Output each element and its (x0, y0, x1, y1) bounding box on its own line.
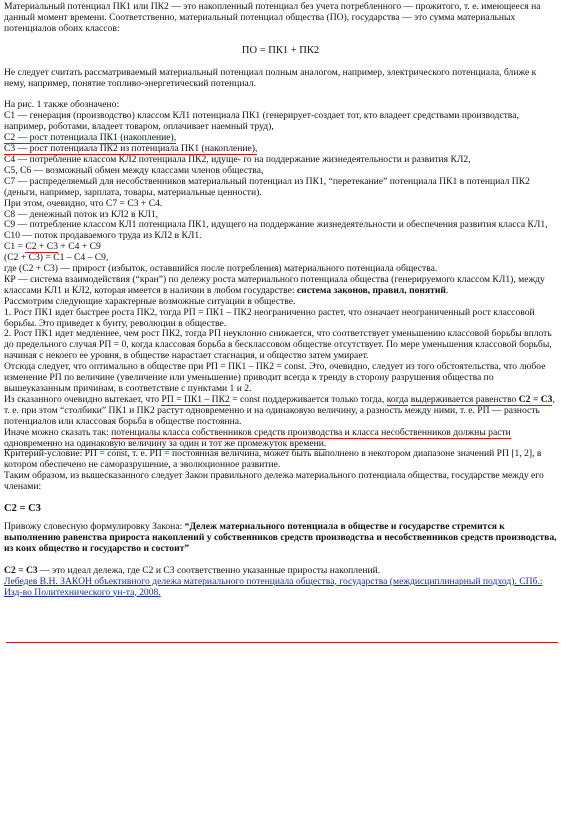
red-divider-line (6, 642, 558, 643)
equality-statement-b: = const поддерживается только тогда, (229, 393, 387, 405)
situations-intro: Рассмотрим следующие характерные возможные ситуации в обществе. (4, 295, 296, 307)
legend-c7-equation: При этом, очевидно, что С7 = С3 + С4. (4, 197, 163, 209)
equality-statement-c: , т. е. при этом “столбики” ПК1 и ПК2 растут одновременно и на одинаковую величину, а разность между ними, т. е. РП — разность потенциалов или классовая борьба в обществе постоянна. (4, 393, 555, 427)
legend-c10: С10 — поток продаваемого труда из КЛ2 в КЛ1. (4, 230, 202, 242)
situation-1: 1. Рост ПК1 идет быстрее роста ПК2, тогда РП = ПК1 – ПК2 неограниченно растет, что означает неограниченный рост классовой борьбы. Это приведет к бунту, революции в обществе. (4, 306, 535, 329)
law-final-bold: С2 = С3 (4, 564, 38, 576)
kr-definition-bold: система законов, правил, понятий (296, 284, 446, 296)
alternative-statement-a: Иначе можно сказать так: (4, 426, 112, 438)
equality-statement-ul2: когда (386, 393, 409, 405)
equality-statement-ul3: выдерживается равенство (410, 393, 519, 405)
equality-statement (4, 395, 557, 428)
alternative-statement-underlined: потенциалы класса собственников средств производства и класса несобственников должны расти одновременно на одинаковую величину за один и тот же промежуток времени. (4, 426, 511, 449)
kr-definition-text: КР — система взаимодействия (“кран”) по дележу роста материального потенциала общества (генерируемого классом КЛ1), между классами КЛ1 и КЛ2, которая имеется в наличии в любом государстве: (4, 273, 545, 296)
law-lead-in: Таким образом, из вышесказанного следует Закон правильного дележа материального потенциала общества, государстве между его членами: (4, 470, 544, 493)
criterion-condition: Критерий-условие: РП = const, т. е. РП = постоянная величина, может быть выполнено в некотором диапазоне значений РП [1, 2], в котором обеспечено не саморазрушение, а эволюционное развитие. (4, 448, 542, 471)
legend-c4: С4 — потребление классом КЛ2 потенциала ПК2, идуще- го на поддержание жизнедеятельности и развития КЛ2, (4, 153, 471, 165)
law-final-rest: — это идеал дележа, где С2 и С3 соответственно указанные приросты накоплений. (37, 564, 381, 576)
increment-definition: где (С2 + С3) — прирост (избыток, оставшийся после потребления) материального потенциала общества. (4, 263, 438, 275)
situation-2: 2. Рост ПК1 идет медленнее, чем рост ПК2, тогда РП неуклонно снижается, что соответствует уменьшению классовой борьбы вплоть до предельного случая РП = 0, когда классовая борьба в бесклассовом обществе отсутствует. По мере уменьшения классовой борьбы, начиная с некоего ее уровня, в обществе нарастает стагнация, и общество затем умирает. (4, 328, 552, 362)
legend-c5-c6: С5, С6 — возможный обмен между классами членов общества, (4, 164, 264, 176)
equation-c1-suffix: + С4 + С9 (58, 241, 101, 253)
legend-c1: С1 — генерация (производство) классом КЛ1 потенциала ПК1 (генерирует-создает тот, кто владеет средствами производства, например, роботами, владеет товаром, оплачивает наемный труд), (4, 110, 519, 133)
kr-definition (4, 275, 557, 297)
equation-c2-c3: (С2 + С3) = С1 – С4 – С9, (4, 252, 109, 264)
legend-c9: С9 — потребление классом КЛ1 потенциала ПК1, идущего на поддержание жизнедеятельности и обеспечения развития класса КЛ1, (4, 219, 548, 231)
reference-link[interactable]: Лебедев В.Н. ЗАКОН объективного дележа материального потенциала общества, государства (междисциплинарный подход). СПб.: Изд-во Политехнического ун-та, 2008. (4, 575, 543, 598)
legend-c8: С8 — денежный поток из КЛ2 в КЛ1, (4, 208, 159, 220)
legend-c2-underlined: С2 — рост потенциала ПК1 (накопление), (4, 132, 177, 144)
equality-statement-a: Из сказанного очевидно вытекает, что (4, 393, 162, 405)
legend-c3-underlined: С3 — рост потенциала ПК2 из потенциала ПК1 (накопление), (4, 143, 258, 155)
intro-paragraph-1: Материальный потенциал ПК1 или ПК2 — это накопленный потенциал без учета потребленного — прожитого, т. е. имеющееся на данный момент времени. Соответственно, материальный потенциал общества (ПО), государства — это сумма материальных потенциалов обоих классов: (4, 1, 541, 34)
law-intro: Привожу словесную формулировку Закона: (4, 520, 185, 532)
po-formula: ПО = ПК1 + ПК2 (241, 44, 320, 56)
legend-intro: На рис. 1 также обозначено: (4, 99, 120, 111)
alternative-statement (4, 428, 557, 450)
law-final (4, 566, 557, 577)
law-formula: С2 = С3 (4, 503, 41, 515)
equality-statement-bold: С2 = С3 (518, 393, 553, 405)
law-text: “Дележ материального потенциала в обществе и государстве стремится к выполнению равенства прироста накоплений у собственников средств производства и несобственников средств производства, из коих общество и государство и состоит” (4, 520, 557, 554)
legend-c7: С7 — распределяемый для несобственников материальный потенциал из ПК1, “перетекание” потенциала ПК1 в потенциал ПК2 (деньги, например, зарплата, товары, материальные ценности). (4, 175, 530, 198)
intro-paragraph-2: Не следует считать рассматриваемый материальный потенциал полным аналогом, например, электрического потенциала, ближе к нему, например, понятие топливо-энергетический потенциал. (4, 66, 537, 89)
law-verbal-formulation (4, 522, 557, 555)
equation-c1-underlined: С2 + С3 (25, 241, 59, 253)
equality-statement-ul1: РП = ПК1 – ПК2 (161, 393, 230, 405)
situation-conclusion: Отсюда следует, что оптимально в обществе при РП = ПК1 – ПК2 = const. Это, очевидно, следует из того обстоятельства, что любое изменение РП по величине (увеличение или уменьшение) приводит всегда к тренду в сторону разрушения общества по вышеуказанным причинам, в соответствие с пунктами 1 и 2. (4, 361, 546, 394)
kr-definition-end: . (445, 284, 449, 296)
equation-c1-prefix: С1 = (4, 241, 26, 253)
